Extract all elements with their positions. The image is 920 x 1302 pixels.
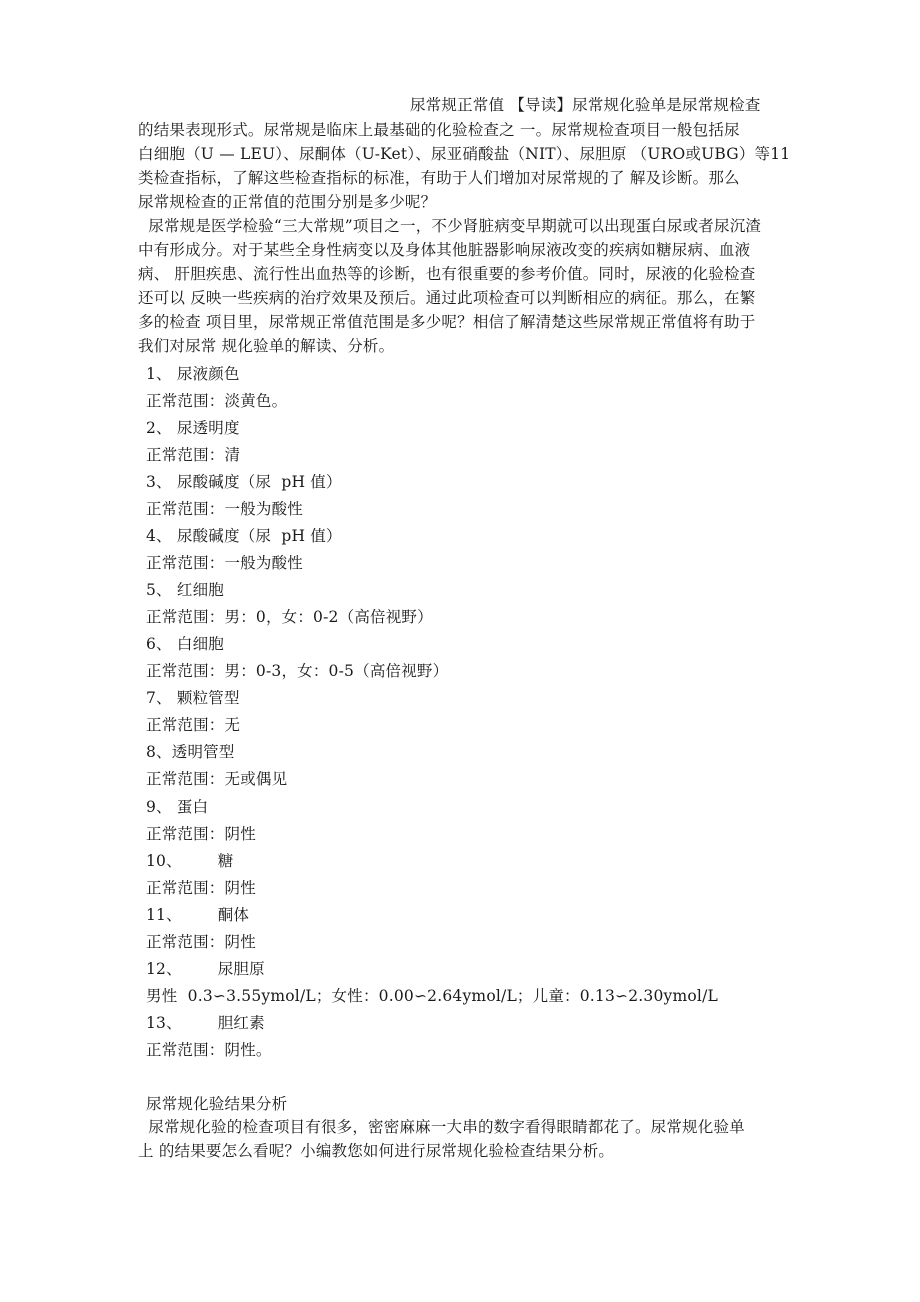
analysis-line-2: 上 的结果要怎么看呢？小编教您如何进行尿常规化验检查结果分析。 (138, 1142, 615, 1160)
item-9-range: 正常范围：阴性 (146, 825, 256, 843)
para2-line-5: 多的检查 项目里，尿常规正常值范围是多少呢？相信了解清楚这些尿常规正常值将有助于 (138, 313, 756, 331)
item-7-range: 正常范围：无 (146, 716, 241, 734)
item-10-range: 正常范围：阴性 (146, 879, 256, 897)
item-8-title: 8、透明管型 (146, 743, 235, 761)
item-6-range: 正常范围：男：0-3，女：0-5（高倍视野） (146, 662, 449, 680)
intro-line-4: 类检查指标，了解这些检查指标的标准，有助于人们增加对尿常规的了 解及诊断。那么 (138, 169, 740, 187)
item-11-title: 11、 酮体 (146, 906, 250, 924)
item-5-title: 5、 红细胞 (146, 581, 224, 599)
item-4-title: 4、 尿酸碱度（尿 pH 值） (146, 527, 342, 545)
item-3-range: 正常范围：一般为酸性 (146, 500, 304, 518)
item-13-title: 13、 胆红素 (146, 1014, 265, 1032)
intro-line-2: 的结果表现形式。尿常规是临床上最基础的化验检查之 一。尿常规检查项目一般包括尿 (138, 121, 740, 139)
item-13-range: 正常范围：阴性。 (146, 1041, 272, 1059)
item-12-range: 男性 0.3∽3.55ymol/L；女性：0.00∽2.64ymol/L；儿童：0.13∽2.30ymol/L (146, 987, 719, 1005)
intro-line-1: 尿常规正常值 【导读】尿常规化验单是尿常规检查 (410, 96, 761, 114)
para2-line-3: 病、 肝胆疾患、流行性出血热等的诊断，也有很重要的参考价值。同时，尿液的化验检查 (138, 265, 756, 283)
item-10-title: 10、 糖 (146, 852, 234, 870)
para2-line-1: 尿常规是医学检验“三大常规”项目之一，不少肾脏病变早期就可以出现蛋白尿或者尿沉渣 (138, 217, 762, 235)
item-1-title: 1、 尿液颜色 (146, 365, 240, 383)
intro-line-5: 尿常规检查的正常值的范围分别是多少呢？ (138, 193, 437, 211)
item-12-title: 12、 尿胆原 (146, 960, 265, 978)
para2-line-4: 还可以 反映一些疾病的治疗效果及预后。通过此项检查可以判断相应的病征。那么，在繁 (138, 289, 756, 307)
item-6-title: 6、 白细胞 (146, 635, 224, 653)
item-7-title: 7、 颗粒管型 (146, 689, 240, 707)
para2-line-2: 中有形成分。对于某些全身性病变以及身体其他脏器影响尿液改变的疾病如糖尿病、血液 (138, 241, 751, 259)
item-4-range: 正常范围：一般为酸性 (146, 554, 304, 572)
item-5-range: 正常范围：男：0，女：0-2（高倍视野） (146, 608, 433, 626)
analysis-line-1: 尿常规化验的检查项目有很多，密密麻麻一大串的数字看得眼睛都花了。尿常规化验单 (138, 1118, 745, 1136)
item-3-title: 3、 尿酸碱度（尿 pH 值） (146, 473, 342, 491)
item-1-range: 正常范围：淡黄色。 (146, 392, 288, 410)
analysis-heading: 尿常规化验结果分析 (146, 1095, 288, 1113)
item-2-title: 2、 尿透明度 (146, 419, 240, 437)
intro-line-3: 白细胞（U — LEU）、尿酮体（U-Ket）、尿亚硝酸盐（NIT）、尿胆原 （URO或UBG）等11 (138, 145, 791, 163)
item-11-range: 正常范围：阴性 (146, 933, 256, 951)
item-8-range: 正常范围：无或偶见 (146, 770, 288, 788)
item-2-range: 正常范围：清 (146, 446, 241, 464)
para2-line-6: 我们对尿常 规化验单的解读、分析。 (138, 337, 395, 355)
item-9-title: 9、 蛋白 (146, 798, 209, 816)
